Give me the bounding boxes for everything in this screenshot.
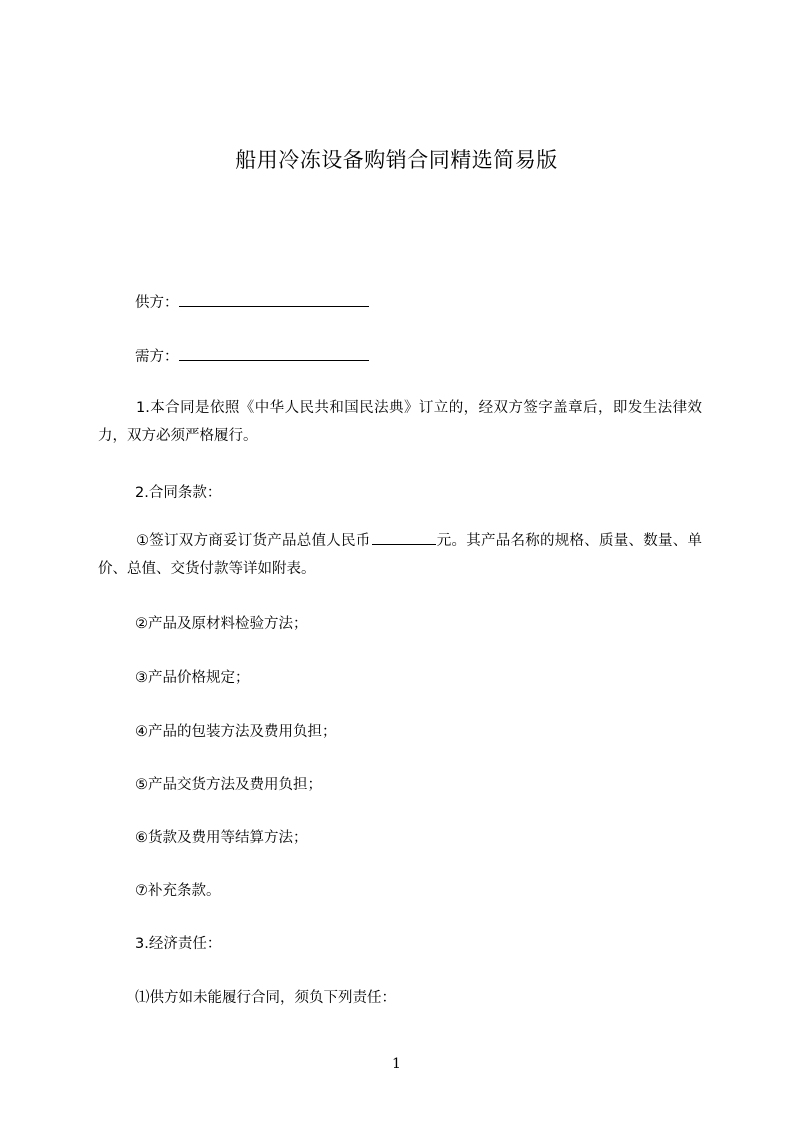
clause-2-item-4: ④产品的包装方法及费用负担； [135,724,337,740]
item-1-suffix: 元。其产品名称的规格、质量、数量、单价、总值、交货付款等详如附表。 [98,533,702,577]
clause-2-item-2: ②产品及原材料检验方法； [135,616,308,632]
clause-3-heading: 3.经济责任： [135,936,222,952]
buyer-line [135,345,369,366]
supplier-line [135,291,369,312]
clause-2-item-5: ⑤产品交货方法及费用负担； [135,777,322,793]
clause-2-item-3: ③产品价格规定； [135,670,250,686]
clause-3-sub-1: ⑴供方如未能履行合同，须负下列责任： [135,990,396,1006]
clause-2-heading: 2.合同条款： [135,485,222,501]
buyer-blank [179,347,369,361]
item-1-prefix: ①签订双方商妥订货产品总值人民币 [136,533,371,549]
supplier-label: 供方： [135,295,179,311]
clause-2-item-6: ⑥货款及费用等结算方法； [135,830,308,846]
clause-2-item-1 [98,527,702,583]
page-number: 1 [392,1056,401,1072]
document-title: 船用冷冻设备购销合同精选简易版 [235,148,558,172]
clause-2-item-7: ⑦补充条款。 [135,883,221,899]
buyer-label: 需方： [135,349,179,365]
clause-1: 1.本合同是依照《中华人民共和国民法典》订立的，经双方签字盖章后，即发生法律效力，双方必须严格履行。 [98,400,702,444]
amount-blank [372,531,436,545]
supplier-blank [179,293,369,307]
